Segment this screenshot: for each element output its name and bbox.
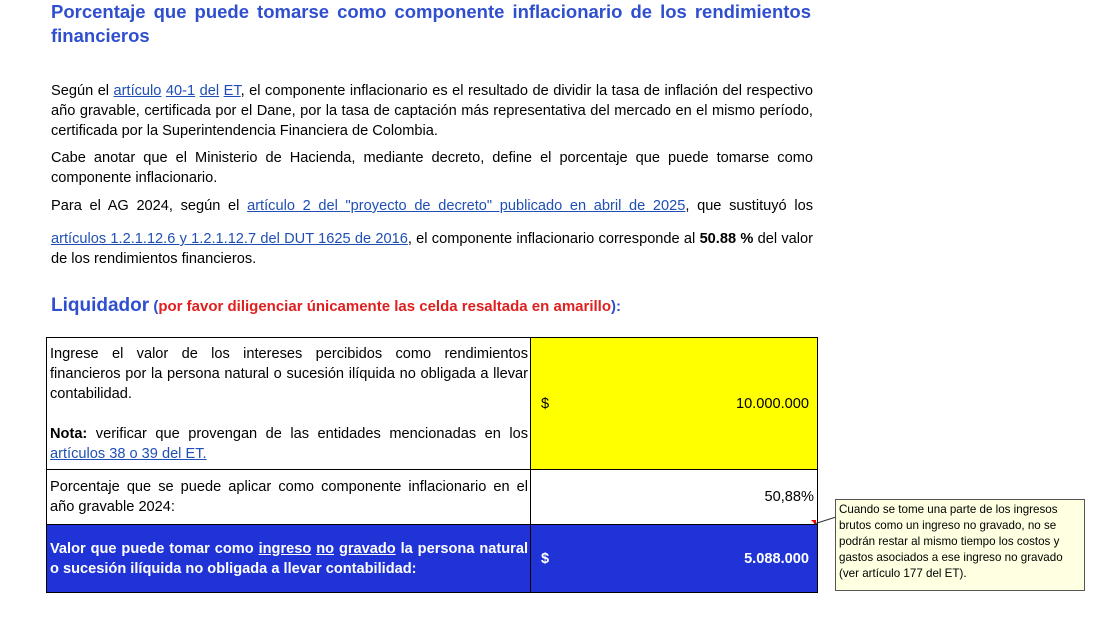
p3-text-post: , que sustituyó los <box>685 198 813 214</box>
row-input-intereses <box>47 338 818 470</box>
porcentaje-value: 50,88% <box>764 489 814 505</box>
liquidador-close: ): <box>611 298 622 315</box>
currency-symbol: $ <box>541 395 550 412</box>
liquidador-table <box>46 337 818 593</box>
nota-label: Nota: <box>50 425 88 442</box>
p1-text-pre: Según el <box>51 83 114 99</box>
link-40-1[interactable]: 40-1 <box>165 83 196 99</box>
resultado-ingreso: ingreso <box>258 540 312 557</box>
liquidador-open: ( <box>149 298 159 315</box>
link-proyecto-decreto[interactable]: artículo 2 del "proyecto de decreto" publicado en abril de 2025 <box>247 198 686 214</box>
resultado-no: no <box>316 540 335 557</box>
porcentaje-label: Porcentaje que se puede aplicar como componente inflacionario en el año gravable 2024: <box>50 479 528 515</box>
p4-text-mid: , el componente inflacionario corresponde al <box>407 231 700 247</box>
cell-comment-tooltip: Cuando se tome una parte de los ingresos brutos como un ingreso no gravado, no se podrán restar al mismo tiempo los costos y gastos asociados a ese ingreso no gravado (ver artículo 177 del ET). <box>835 499 1085 591</box>
paragraph-definition <box>51 81 813 141</box>
intereses-label: Ingrese el valor de los intereses percibidos como rendimientos financieros por la persona natural o sucesión ilíquida no obligada a llevar contabilidad. <box>50 345 528 402</box>
nota-text: verificar que provengan de las entidades mencionadas en los <box>87 425 528 442</box>
row-resultado <box>47 525 818 593</box>
link-del[interactable]: del <box>199 83 220 99</box>
resultado-value-cell <box>531 525 818 593</box>
link-articulos-dut[interactable]: artículos 1.2.1.12.6 y 1.2.1.12.7 del DUT 1625 de 2016 <box>51 231 408 247</box>
paragraph-decreto: Cabe anotar que el Ministerio de Hacienda, mediante decreto, define el porcentaje que puede tomarse como componente inflacionario. <box>51 150 813 186</box>
p4-text-post: del valor de los rendimientos financieros. <box>51 231 813 267</box>
resultado-gravado: gravado <box>338 540 396 557</box>
page-title: Porcentaje que puede tomarse como componente inflacionario de los rendimientos financieros <box>51 1 811 46</box>
intereses-value[interactable]: 10.000.000 <box>735 395 809 412</box>
liquidador-heading <box>51 295 621 317</box>
p3-text-pre: Para el AG 2024, según el <box>51 198 248 214</box>
liquidador-label: Liquidador <box>51 295 150 316</box>
link-articulos-38-39[interactable]: artículos 38 o 39 del ET. <box>50 445 207 462</box>
liquidador-note: por favor diligenciar únicamente las celda resaltada en amarillo <box>158 298 612 315</box>
porcentaje-label-cell <box>47 470 531 525</box>
resultado-text-post: la persona natural o sucesión ilíquida no obligada a llevar contabilidad: <box>50 540 529 577</box>
link-et[interactable]: ET <box>223 83 241 99</box>
porcentaje-value-cell <box>531 470 818 525</box>
currency-symbol: $ <box>541 550 550 567</box>
paragraph-porcentaje <box>51 229 813 269</box>
intereses-label-cell <box>47 338 531 470</box>
link-articulo[interactable]: artículo <box>113 83 162 99</box>
intereses-input-cell[interactable] <box>531 338 818 470</box>
paragraph-ag-2024 <box>51 196 813 216</box>
resultado-value: 5.088.000 <box>744 550 809 567</box>
resultado-label-cell <box>47 525 531 593</box>
nota <box>50 424 528 464</box>
row-porcentaje <box>47 470 818 525</box>
resultado-text-pre: Valor que puede tomar como <box>50 540 259 557</box>
p1-text-post: , el componente inflacionario es el resultado de dividir la tasa de inflación del respectivo año gravable, certificada por el Dane, por la tasa de captación más representativa del mercado en el mismo período, certificada por la Superintendencia Financiera de Colombia. <box>51 83 813 139</box>
percentage-value: 50.88 % <box>699 231 754 247</box>
